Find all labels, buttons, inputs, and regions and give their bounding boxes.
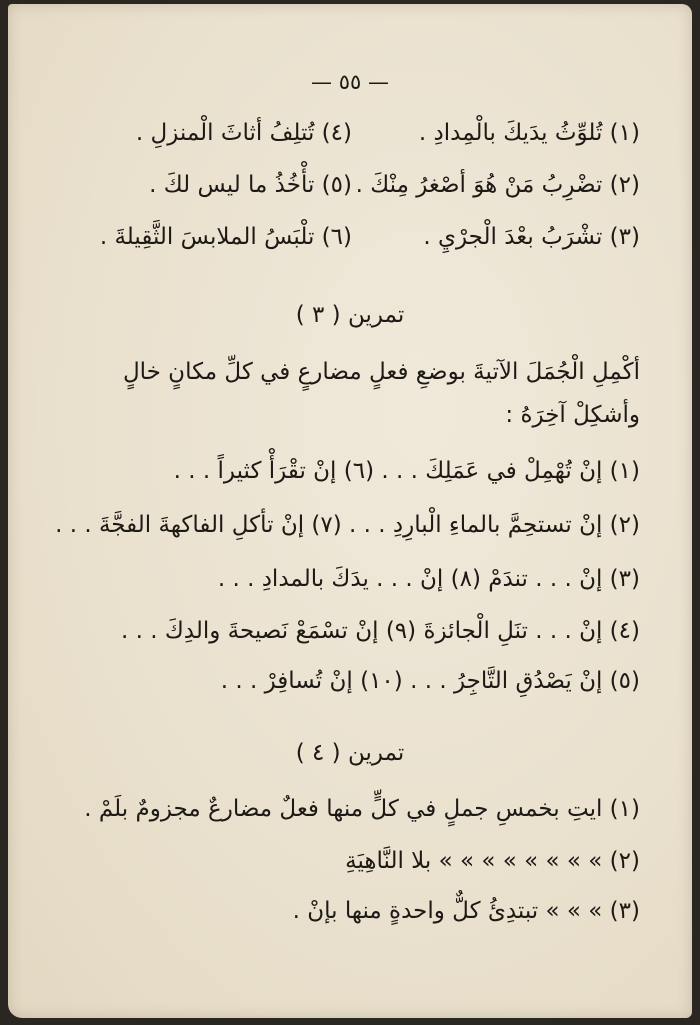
exercise-3-instruction: أكْمِلِ الْجُمَلَ الآتيةَ بوضعِ فعلٍ مضارعٍ في كلِّ مكانٍ خالٍ: [122, 359, 640, 385]
list-item: (١) ايتِ بخمسِ جملٍ في كلٍّ منها فعلٌ مضارعٌ مجزومٌ بلَمْ .: [84, 796, 640, 822]
exercise-3-instruction-cont: وأشكِلْ آخِرَهُ :: [505, 402, 640, 428]
list-item: (٤) إنْ . . . تنَلِ الْجائزةَ (٩) إنْ تسْمَعْ نَصيحةَ والدِكَ . . .: [120, 618, 640, 644]
list-item: (٢) تضْرِبُ مَنْ هُوَ أصْغرُ مِنْكَ .: [355, 172, 640, 198]
list-item: (٥) تأْخُذُ ما ليس لكَ .: [149, 172, 352, 198]
list-item: (٤) تُتلِفُ أثاثَ الْمنزلِ .: [135, 120, 352, 146]
list-item: (٦) تلْبَسُ الملابسَ الثَّقِيلةَ .: [99, 224, 352, 250]
list-item: (١) تُلوِّثُ يدَيكَ بالْمِدادِ .: [418, 120, 640, 146]
exercise-3-title: تمرين ( ٣ ): [295, 302, 405, 328]
list-item: (٢) » » » » » » » » بلا النَّاهِيَةِ: [345, 848, 640, 874]
exercise-4-title: تمرين ( ٤ ): [295, 740, 405, 766]
list-item: (٥) إنْ يَصْدُقِ التَّاجِرُ . . . (١٠) إنْ تُسافِرْ . . .: [220, 668, 640, 694]
list-item: (٣) إنْ . . . تندَمْ (٨) إنْ . . . يدَكَ بالمدادِ . . .: [217, 566, 640, 592]
list-item: (٢) إنْ تستحِمَّ بالماءِ الْبارِدِ . . . (٧) إنْ تأكلِ الفاكهةَ الفجَّةَ . . .: [55, 512, 640, 538]
list-item: (١) إنْ تُهْمِلْ في عَمَلِكَ . . . (٦) إنْ تقْرَأْ كثيراً . . .: [173, 458, 640, 484]
book-page: [8, 4, 692, 1018]
list-item: (٣) تشْرَبُ بعْدَ الْجرْيِ .: [423, 224, 640, 250]
list-item: (٣) » » » تبتدِئُ كلٌّ واحدةٍ منها بإنْ .: [292, 898, 640, 924]
page-number: — ٥٥ —: [311, 70, 389, 94]
